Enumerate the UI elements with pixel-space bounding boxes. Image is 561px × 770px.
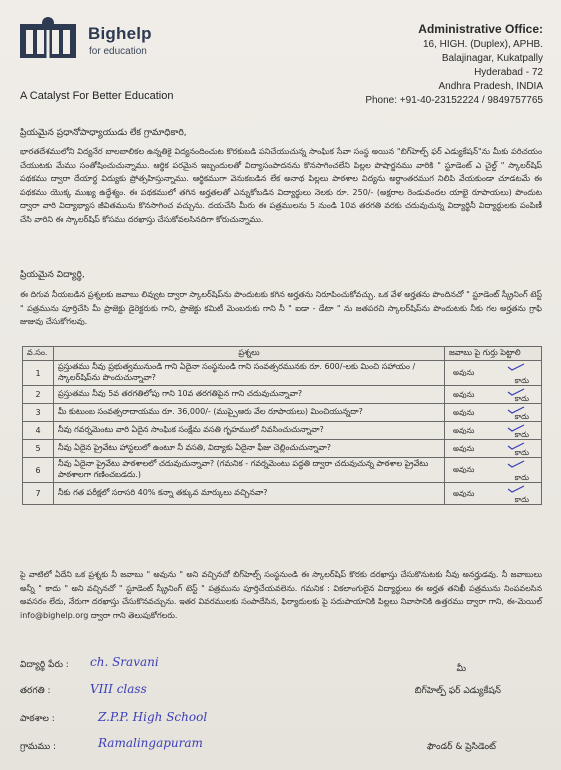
office-phone: Phone: +91-40-23152224 / 9849757765 xyxy=(365,95,543,106)
answer-yes[interactable]: అవును xyxy=(453,443,475,453)
checkmark-icon xyxy=(507,485,525,493)
row-question: నీకు గత పరీక్షలో సరాసరి 40% కన్నా తక్కువ మార్కులు వచ్చినవా? xyxy=(54,483,445,505)
answer-yes[interactable]: అవును xyxy=(453,407,475,417)
table-row xyxy=(23,404,542,422)
row-answer-cell xyxy=(445,422,542,440)
closing-organization: బిగ్‌హెల్ప్ ఫర్ ఎడ్యుకేషన్ xyxy=(414,686,501,696)
office-line: Balajinagar, Kukatpally xyxy=(441,53,543,64)
village-label: గ్రామము : xyxy=(20,742,57,752)
school-value: Z.P.P. High School xyxy=(98,710,208,724)
col-header-answer: జవాబు పై గుర్తు పెట్టాలి xyxy=(445,347,542,361)
row-number: 5 xyxy=(23,440,54,458)
eligibility-table xyxy=(22,346,542,505)
row-answer-cell xyxy=(445,440,542,458)
answer-yes[interactable]: అవును xyxy=(453,389,475,399)
row-question: నీవు గవర్నమెంటు వారి ఏదైన సాంఘిక సంక్షేమ వసతి గృహములో నివసించుచున్నావా? xyxy=(54,422,445,440)
village-value: Ramalingapuram xyxy=(98,736,203,750)
instruction-paragraph: ఈ దిగువ నీయబడిన ప్రశ్నలకు జవాబు లివ్వుట ద్వారా స్కాలర్‌షిప్‌ను పొందుటకు కగిన అర్హతను నిరూపించుకోవచ్చు. ఒక వేళ అర్హతను పొందినచో " స్టూడెంట్ స్క్రీనింగ్ టెస్ట్ " పత్రమును పూర్తిచేసి మీ ప్రాజెక్టు డైరెక్టరుకు గాని, ప్రాజెక్టు కమిటీ మెంబరుకు గాని నీ " ఐడా - డేటా " ను జతపరచి స్కాలర్‌షిప్‌ను పొందుటకు నీకు గల అర్హతను గ్రాఫి జుజువు చేసుకోగలవు. xyxy=(20,290,542,326)
checkmark-icon xyxy=(507,363,525,371)
row-question: మీ కుటుంబ సంవత్సరాదాయము రూ. 36,000/- (ముప్పైఆరు వేల రూపాయలు) మించియున్నదా? xyxy=(54,404,445,422)
office-line: Hyderabad - 72 xyxy=(474,67,543,78)
table-row xyxy=(23,458,542,483)
answer-yes[interactable]: అవును xyxy=(453,368,475,377)
closing-yours: మీ xyxy=(456,664,466,674)
row-number: 4 xyxy=(23,422,54,440)
brand-name: Bighelp xyxy=(88,24,152,43)
student-name-label: విద్యార్థి పేరు : xyxy=(20,660,69,670)
class-value: VIII class xyxy=(90,682,147,696)
answer-no[interactable]: కాదు xyxy=(514,375,529,385)
table-row xyxy=(23,440,542,458)
bighelp-logo-icon xyxy=(18,14,78,64)
row-question: ప్రస్తుతము నీవు ప్రభుత్వమునుండి గాని ఏదైనా సంస్థనుండి గాని సంవత్సరమునకు రూ. 600/-లకు మించి సహాయం / స్కాలర్‌షిప్‌ను పొందుచున్నావా? xyxy=(54,361,445,386)
checkmark-icon xyxy=(507,460,525,468)
answer-yes[interactable]: అవును xyxy=(453,465,475,474)
salutation-headmaster: ప్రియమైన ప్రధానోపాధ్యాయుడు లేక గ్రామాధికారి, xyxy=(20,128,187,138)
class-label: తరగతి : xyxy=(20,686,51,696)
answer-no[interactable]: కాదు xyxy=(514,472,529,482)
table-header-row xyxy=(23,347,542,361)
row-question: నీవు ఏదైన ప్రైవేటు హాస్టలులో ఉంటూ నీ వసతి, విద్యాకు ఏదైనా ఫీజు చెల్లించుచున్నావా? xyxy=(54,440,445,458)
closing-founder-title: ఫౌండర్ & ప్రెసిడెంట్ xyxy=(426,742,496,752)
office-title: Administrative Office: xyxy=(418,22,543,36)
col-header-number: వ.సం. xyxy=(23,347,54,361)
tagline: A Catalyst For Better Education xyxy=(20,90,174,102)
answer-yes[interactable]: అవును xyxy=(453,425,475,435)
brand-subtitle: for education xyxy=(89,46,147,57)
closing-paragraph: పై వాటిలో ఏదేని ఒక ప్రశ్నకు నీ జవాబు " అవును " అని వచ్చినచో బిగ్‌హెల్ప్ సంస్థనుండి ఈ స్కాలర్‌షిప్ కొరకు దరఖాస్తు చేసుకొనుటకు నీవు అనర్హుడవు. నీ జవాబులు అన్నీ " కాదు " అని వచ్చినచో " స్టూడెంట్ స్క్రీనింగ్ టెస్ట్ " పత్రమును పూర్తిచేయవలెను. గమనిక : వికలాంగులైన విద్యార్థులు ఈ అర్హత తనిఖీ పత్రమును నింపవలసిన అవసరం లేదు, నేరుగా దరఖాస్తు చేసుకొనవచ్చును. ఇతర వివరములకు సంపాదేసిన, ఫిర్యాదులకు పై సదుపాయానికి పిల్లలు నివాసానికి ఉత్తరము ద్వారా గాని, ఈ-మెయిల్ info@bighelp.org ద్వారా గాని తెలుపుకోగలరు. xyxy=(20,570,542,620)
office-line: 16, HIGH. (Duplex), APHB. xyxy=(422,39,543,50)
office-address xyxy=(365,22,543,108)
row-answer-cell xyxy=(445,483,542,505)
answer-no[interactable]: కాదు xyxy=(514,393,529,403)
row-answer-cell xyxy=(445,458,542,483)
row-number: 1 xyxy=(23,361,54,386)
school-label: పాఠశాల : xyxy=(20,714,55,724)
salutation-student: ప్రియమైన విద్యార్థి, xyxy=(20,270,85,280)
table-row xyxy=(23,386,542,404)
answer-no[interactable]: కాదు xyxy=(514,447,529,457)
student-name-value: ch. Sravani xyxy=(90,655,159,669)
answer-no[interactable]: కాదు xyxy=(514,494,529,504)
answer-no[interactable]: కాదు xyxy=(514,429,529,439)
table-row xyxy=(23,422,542,440)
table-row xyxy=(23,483,542,505)
row-answer-cell xyxy=(445,404,542,422)
answer-no[interactable]: కాదు xyxy=(514,411,529,421)
office-line: Andhra Pradesh, INDIA xyxy=(438,81,543,92)
row-answer-cell xyxy=(445,361,542,386)
answer-yes[interactable]: అవును xyxy=(453,488,475,498)
intro-paragraph: భారతదేశములోని విద్యనేర బాలబాలికల ఉన్నతికై విద్యనందించుట కొరకుబడి పనిచేయుచున్న సాంఘిక సేవా సంస్థ అయిన "బిగ్‌హెల్ప్ ఫర్ ఎడ్యుకేషన్"ను మీకు పరిచయం చేయుటకు మేము సంతోషించుచున్నాము. ఆర్థిక పరమైన ఇబ్బందులతో విద్యాసంపాదనను కొనసాగించలేని పిల్లల పొషార్జనము వారికి " స్టూడెంట్ ఎ చైల్డ్ " స్కాలర్‌షిప్ పథకము ద్వారా దేయార్థ విద్యుకు ప్రోత్సహిస్తున్నాము. ఆర్థికముగా వెనుకబడిన లేక అనాథ పిల్లలు పాఠశాల విద్యను అర్థాంతరముగ నిలిపి వేయకుండా చూడటమే ఈ పథకము యొక్క ముఖ్య ఉద్దేశ్యం. ఈ పథకములో తగిన అర్హతలతో ఎన్నుకోబడిన విద్యార్థులు నెలకు రూ. 250/- (అక్షరాల రెండువందల యాభై రూపాయలు) పొందుట ద్వారా వారి విద్యాభ్యాస జీవితమును కొనసాగించ వచ్చును. దయచేసి మీరు ఈ పత్రములను 5 నుండి 10వ తరగతి వరకు చదువుచున్న విద్యార్థినీ విద్యార్థులకు పంపిణీ చేసి వారిని ఈ స్కాలర్‌షిప్ కోసము దరఖాస్తు చేసుకోవలసినదిగా కోరుచున్నాము. xyxy=(20,147,542,224)
row-answer-cell xyxy=(445,386,542,404)
row-question: ప్రస్తుతము నీవు 5వ తరగతిలోపు గాని 10వ తరగతిపైన గాని చదువుచున్నావా? xyxy=(54,386,445,404)
row-number: 3 xyxy=(23,404,54,422)
row-question: నీవు ఏదైనా ప్రైవేటు పాఠశాలలో చదువుచున్నావా? (గమనిక - గవర్నమెంటు పద్ధతి ద్వారా చదువుచున్న పాఠశాల ప్రైవేటు పాఠశాలగా గణించబడదు.) xyxy=(54,458,445,483)
row-number: 6 xyxy=(23,458,54,483)
col-header-question: ప్రశ్నలు xyxy=(54,347,445,361)
table-row xyxy=(23,361,542,386)
row-number: 7 xyxy=(23,483,54,505)
row-number: 2 xyxy=(23,386,54,404)
